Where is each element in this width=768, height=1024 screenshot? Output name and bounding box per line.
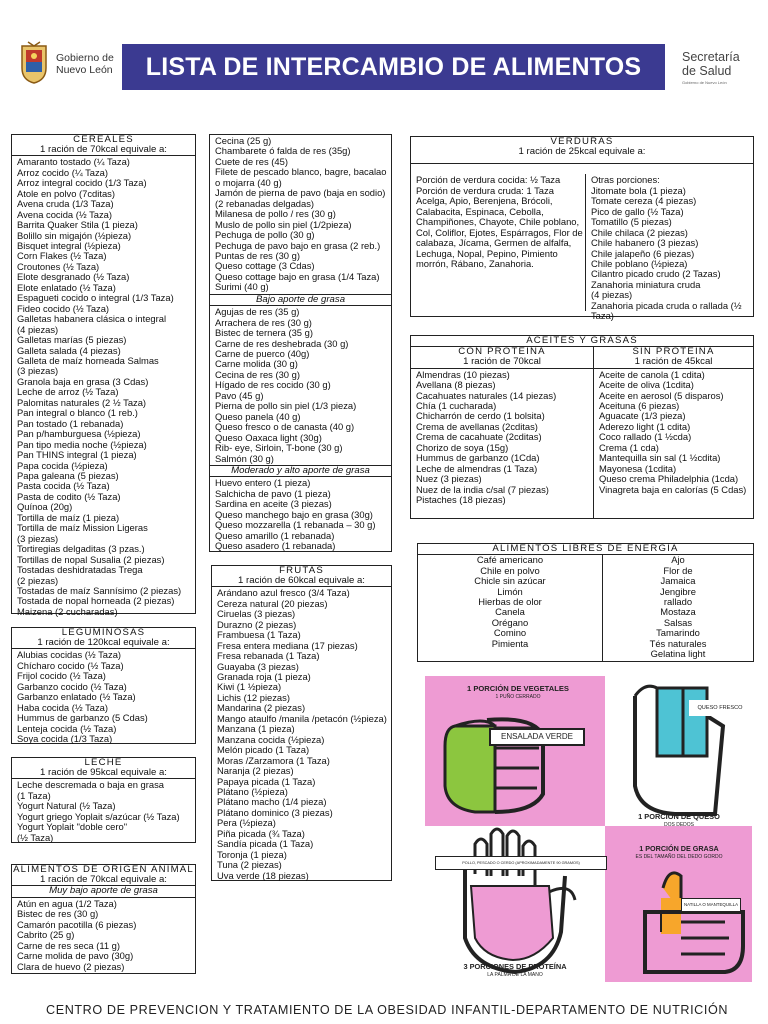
list-item: Naranja (2 piezas): [217, 766, 294, 777]
con-proteina-list: [411, 369, 593, 506]
list-item: Elote desgranado (½ Taza): [17, 272, 130, 283]
list-item: morrón, Rábano, Zanahoria.: [416, 259, 534, 270]
list-item: Crema (1 cda): [599, 442, 659, 453]
list-item: (3 piezas): [17, 366, 59, 377]
list-item: Cacahuates naturales (14 piezas): [416, 390, 557, 401]
hand-portion-illustration: [425, 676, 752, 982]
list-item: Pechuga de pollo (30 g): [215, 230, 315, 241]
government-shield-icon: [18, 40, 50, 84]
list-item: Granada roja (1 pieza): [217, 672, 311, 683]
verduras-header: VERDURAS 1 ración de 25kcal equivale a:: [411, 137, 753, 164]
list-item: Hierbas de olor: [478, 597, 542, 608]
list-item: Bistec de ternera (35 g): [215, 328, 313, 339]
protein-label: POLLO, PESCADO O CERDO (APROXIMADAMENTE 90 GRAMOS): [435, 856, 607, 870]
list-item: Tortilla de maíz Mission Ligeras: [17, 523, 148, 534]
list-item: Cabrito (25 g): [17, 930, 75, 941]
list-item: Carne de puerco (40g): [215, 349, 310, 360]
list-item: Queso amarillo (1 rebanada): [215, 530, 335, 541]
origen-animal-header: ALIMENTOS DE ORIGEN ANIMAL 1 ración de 70kcal equivale a:: [13, 864, 194, 886]
list-item: Pan p/hamburguesa (½pieza): [17, 429, 141, 440]
list-item: Pechuga de pavo bajo en grasa (2 reb.): [215, 240, 381, 251]
list-item: Pimienta: [491, 638, 529, 649]
list-item: Maizena (2 cucharadas): [17, 606, 118, 617]
list-item: Tomate cereza (4 piezas): [591, 196, 697, 207]
veg-label: ENSALADA VERDE: [489, 728, 585, 746]
list-item: (2 rebanadas delgadas): [215, 198, 315, 209]
cereales-header: CEREALES 1 ración de 70kcal equivale a:: [12, 135, 195, 156]
list-item: Calabacita, Espinaca, Cebolla,: [416, 206, 544, 217]
list-item: Pan tipo media noche (½pieza): [17, 439, 147, 450]
list-item: Cuete de res (45): [215, 156, 288, 167]
list-item: Garbanzo cocido (½ Taza): [17, 681, 127, 692]
list-item: Soya cocida (1/3 Taza): [17, 734, 113, 745]
list-item: Tamarindo: [656, 628, 700, 639]
origen-animal-subheader: Muy bajo aporte de grasa: [12, 885, 195, 897]
list-item: Tostadas de maíz Sannísimo (2 piezas): [17, 585, 182, 596]
list-item: Chicle sin azúcar: [474, 576, 546, 587]
list-item: Aceituna (6 piezas): [599, 400, 680, 411]
origen-animal-continued-section: [209, 134, 392, 552]
list-item: (3 piezas): [17, 533, 59, 544]
list-item: Zanahoria miniatura cruda: [591, 279, 701, 290]
list-item: Barrita Quaker Stila (1 pieza): [17, 220, 138, 231]
list-item: Granola baja en grasa (3 Cdas): [17, 376, 149, 387]
list-item: Camarón pacotilla (6 piezas): [17, 919, 137, 930]
list-item: Frambuesa (1 Taza): [217, 630, 301, 641]
sin-proteina-header: SIN PROTEINA 1 ración de 45kcal: [594, 347, 753, 368]
list-item: Mostaza: [660, 607, 696, 618]
list-item: Lenteja cocida (½ Taza): [17, 723, 117, 734]
list-item: Queso fresco o de canasta (40 g): [215, 422, 355, 433]
list-item: Yogurt griego Yoplait s/azúcar (½ Taza): [17, 811, 180, 822]
veg-portion-sub: 1 PUÑO CERRADO: [495, 694, 541, 700]
list-item: Leche descremada o baja en grasa: [17, 780, 164, 791]
libres-list-left: [418, 555, 602, 649]
list-item: Aguacate (1/3 pieza): [599, 411, 686, 422]
list-item: Chile habanero (3 piezas): [591, 238, 699, 249]
list-item: Queso mozzarella (1 rebanada – 30 g): [215, 520, 376, 531]
list-item: Orégano: [491, 617, 529, 628]
list-item: Durazno (2 piezas): [217, 619, 297, 630]
list-item: Leche de almendras (1 Taza): [416, 463, 538, 474]
list-item: Zanahoria picada cruda o rallada (½: [591, 300, 742, 311]
list-item: Avena cruda (1/3 Taza): [17, 199, 114, 210]
list-item: Mayonesa (1cdita): [599, 463, 677, 474]
list-item: Arrachera de res (30 g): [215, 317, 312, 328]
list-item: Puntas de res (30 g): [215, 250, 300, 261]
list-item: Haba cocida (½ Taza): [17, 702, 109, 713]
list-item: Porción de verdura cruda: 1 Taza: [416, 185, 554, 196]
list-item: Nuez de la india c/sal (7 piezas): [416, 484, 549, 495]
list-item: Yogurt Natural (½ Taza): [17, 801, 116, 812]
list-item: Queso asadero (1 rebanada): [215, 541, 336, 552]
list-item: Papa galeana (5 piezas): [17, 471, 119, 481]
list-item: Alubias cocidas (½ Taza): [17, 650, 122, 661]
list-item: Plátano macho (1/4 pieza): [217, 797, 327, 808]
list-item: (½ Taza): [17, 832, 54, 843]
list-item: Surimi (40 g): [215, 282, 269, 293]
list-item: Sardina en aceite (3 piezas): [215, 499, 332, 510]
footer-text: CENTRO DE PREVENCION Y TRATAMIENTO DE LA OBESIDAD INFANTIL-DEPARTAMENTO DE NUTRICIÓN: [46, 1003, 729, 1017]
list-item: Queso cottage (3 Cdas): [215, 261, 315, 272]
list-item: Arroz integral cocido (1/3 Taza): [17, 178, 147, 189]
list-item: Huevo entero (1 pieza): [215, 478, 311, 489]
aceites-header: ACEITES Y GRASAS: [411, 336, 753, 347]
bajo-grasa-list: [210, 306, 391, 464]
list-item: Queso Oaxaca light (30g): [215, 432, 322, 443]
list-item: Yogurt Yoplait "doble cero": [17, 822, 128, 833]
libres-list-right: [603, 555, 753, 660]
list-item: Cecina (25 g): [215, 136, 272, 146]
origen-animal-section: [11, 864, 196, 974]
list-item: Agujas de res (35 g): [215, 307, 300, 318]
fat-portion-sub: ES DEL TAMAÑO DEL DEDO GORDO: [635, 854, 723, 860]
list-item: Jamaica: [660, 576, 696, 587]
list-item: Arroz cocido (¼ Taza): [17, 167, 109, 178]
list-item: Elote enlatado (½ Taza): [17, 282, 116, 293]
list-item: Acelga, Apio, Berenjena, Brócoli,: [416, 196, 553, 207]
list-item: Flor de: [663, 565, 693, 576]
list-item: Moras /Zarzamora (1 Taza): [217, 755, 330, 766]
list-item: Atole en polvo (7cditas): [17, 188, 115, 199]
list-item: Chile jalapeño (6 piezas): [591, 248, 695, 259]
list-item: Papa cocida (½pieza): [17, 460, 108, 471]
list-item: Fresa entera mediana (17 piezas): [217, 640, 358, 651]
list-item: Avellana (8 piezas): [416, 380, 496, 391]
list-item: Pasta de codito (½ Taza): [17, 491, 121, 502]
list-item: Salsas: [663, 617, 693, 628]
list-item: Arándano azul fresco (3/4 Taza): [217, 588, 350, 599]
list-item: Ciruelas (3 piezas): [217, 609, 296, 620]
list-item: Piña picada (¾ Taza): [217, 828, 305, 839]
secretaria-logo-text: Secretaría de Salud: [682, 50, 740, 78]
list-item: Taza): [591, 311, 614, 322]
list-item: Queso crema Philadelphia (1cda): [599, 474, 739, 485]
leguminosas-list: [12, 649, 195, 744]
list-item: Porción de verdura cocida: ½ Taza: [416, 175, 561, 186]
list-item: Col, Coliflor, Ejotes, Espárragos, Flor de: [416, 227, 583, 238]
cheese-portion-sub: DOS DEDOS: [663, 822, 694, 828]
list-item: Galletas habanera clásica o integral: [17, 314, 167, 325]
list-item: Cecina de res (30 g): [215, 369, 300, 380]
page-title: LISTA DE INTERCAMBIO DE ALIMENTOS: [145, 52, 642, 81]
list-item: Avena cocida (½ Taza): [17, 209, 113, 220]
list-item: Salmón (30 g): [215, 453, 274, 464]
list-item: Aceite de canola (1 cdita): [599, 369, 705, 380]
list-item: Bistec de res (30 g): [17, 909, 99, 920]
list-item: Chorizo de soya (15g): [416, 442, 509, 453]
list-item: Ajo: [671, 555, 685, 566]
leche-header: LECHE 1 ración de 95kcal equivale a:: [12, 758, 195, 779]
leche-list: [12, 779, 195, 843]
list-item: Fresa rebanada (1 Taza): [217, 651, 320, 662]
list-item: Crema de cacahuate (2cditas): [416, 432, 542, 443]
moderado-grasa-subheader: Moderado y alto aporte de grasa: [210, 465, 391, 477]
list-item: Mango ataulfo /manila /petacón (½pieza): [217, 713, 387, 724]
frutas-header: FRUTAS 1 ración de 60kcal equivale a:: [212, 566, 391, 587]
list-item: Carne molida (30 g): [215, 359, 298, 370]
list-item: Cilantro picado crudo (2 Tazas): [591, 269, 721, 280]
list-item: Chile en polvo: [480, 565, 540, 576]
list-item: Fideo cocido (½ Taza): [17, 303, 110, 314]
list-item: Pan THINS integral (1 pieza): [17, 450, 137, 461]
cheese-portion-title: 1 PORCIÓN DE QUESO: [638, 812, 720, 821]
list-item: Queso manchego bajo en grasa (30g): [215, 509, 373, 520]
list-item: Rib- eye, Sirloin, T-bone (30 g): [215, 443, 343, 454]
list-item: Clara de huevo (2 piezas): [17, 961, 125, 972]
origen-animal-list: [12, 898, 195, 972]
list-item: Jitomate bola (1 pieza): [591, 185, 686, 196]
frutas-list: [212, 587, 391, 881]
list-item: Pico de gallo (½ Taza): [591, 206, 684, 217]
list-item: Kiwi (1 ½pieza): [217, 682, 282, 693]
list-item: Limón: [497, 586, 523, 597]
list-item: Otras porciones:: [591, 175, 660, 186]
list-item: Bolillo sin migajón (½pieza): [17, 230, 132, 241]
list-item: Queso panela (40 g): [215, 411, 301, 422]
leguminosas-header: LEGUMINOSAS 1 ración de 120kcal equivale a:: [12, 628, 195, 649]
list-item: Corn Flakes (½ Taza): [17, 251, 107, 262]
verduras-section: [410, 136, 754, 322]
list-item: Carne molida de pavo (30g): [17, 951, 134, 962]
list-item: Tortilla de maíz (1 pieza): [17, 512, 120, 523]
list-item: Aderezo light (1 cdita): [599, 421, 691, 432]
muy-bajo-grasa-list: [210, 135, 391, 293]
list-item: Jengibre: [660, 586, 696, 597]
list-item: Pera (½pieza): [217, 818, 276, 829]
list-item: Amaranto tostado (¼ Taza): [17, 157, 130, 168]
list-item: Tomatillo (5 piezas): [591, 217, 672, 228]
list-item: o mojarra (40 g): [215, 177, 282, 188]
list-item: Chía (1 cucharada): [416, 400, 497, 411]
list-item: Atún en agua (1/2 Taza): [17, 898, 117, 909]
secretaria-subtext: Gobierno de Nuevo León: [682, 80, 727, 85]
list-item: Chicharrón de cerdo (1 bolsita): [416, 411, 545, 422]
list-item: Pierna de pollo sin piel (1/3 pieza): [215, 401, 357, 412]
list-item: Comino: [493, 628, 527, 639]
list-item: Bisquet integral (½pieza): [17, 241, 121, 252]
list-item: Tostada de nopal horneada (2 piezas): [17, 596, 175, 607]
list-item: Chícharo cocido (½ Taza): [17, 660, 124, 671]
list-item: Jamón de pierna de pavo (baja en sodio): [215, 188, 386, 199]
hand-portion-graphic: [425, 676, 752, 982]
cereales-section: [11, 134, 196, 617]
fat-portion-title: 1 PORCIÓN DE GRASA: [639, 844, 719, 853]
list-item: Croutones (½ Taza): [17, 261, 100, 272]
bajo-grasa-subheader: Bajo aporte de grasa: [210, 294, 391, 306]
list-item: Tortiregias delgaditas (3 pzas.): [17, 544, 145, 555]
protein-portion-title: 3 PORCIONES DE PROTEÍNA: [463, 962, 567, 971]
list-item: Uva verde (18 piezas): [217, 870, 309, 881]
list-item: Chile poblano (½pieza): [591, 259, 688, 270]
list-item: Aceite en aerosol (5 disparos): [599, 390, 724, 401]
list-item: rallado: [663, 597, 693, 608]
list-item: Champiñones, Chayote, Chile poblano,: [416, 217, 580, 228]
list-item: Pasta cocida (½ Taza): [17, 481, 110, 492]
list-item: Palomitas naturales (2 ½ Taza): [17, 397, 147, 408]
list-item: Plátano (½pieza): [217, 787, 288, 798]
list-item: Papaya picada (1 Taza): [217, 776, 316, 787]
list-item: Tuna (2 piezas): [217, 860, 282, 871]
list-item: Almendras (10 piezas): [416, 369, 510, 380]
list-item: Pistaches (18 piezas): [416, 495, 506, 506]
leche-section: [11, 757, 196, 843]
list-item: Café americano: [476, 555, 544, 566]
list-item: Tortillas de nopal Susalia (2 piezas): [17, 554, 165, 565]
moderado-grasa-list: [210, 477, 391, 551]
cereales-list: [12, 156, 195, 617]
list-item: Melón picado (1 Taza): [217, 745, 310, 756]
list-item: (4 piezas): [17, 324, 59, 335]
list-item: Tostadas deshidratadas Trega: [17, 565, 143, 576]
list-item: Carne de res deshebrada (30 g): [215, 338, 349, 349]
list-item: Tés naturales: [649, 638, 707, 649]
list-item: Garbanzo enlatado (½ Taza): [17, 692, 136, 703]
verduras-list-right: [586, 174, 753, 321]
list-item: Frijol cocido (½ Taza): [17, 671, 106, 682]
list-item: (1 Taza): [17, 790, 51, 801]
list-item: Hummus de garbanzo (5 Cdas): [17, 713, 148, 724]
list-item: Sandía picada (1 Taza): [217, 839, 314, 850]
list-item: Filete de pescado blanco, bagre, bacalao: [215, 167, 387, 178]
fat-label: NATILLA O MANTEQUILLA: [681, 898, 741, 912]
list-item: Galletas marías (5 piezas): [17, 335, 127, 346]
list-item: Espagueti cocido o integral (1/3 Taza): [17, 293, 174, 304]
list-item: Muslo de pollo sin piel (1/2pieza): [215, 219, 352, 230]
list-item: Galleta de maíz horneada Salmas: [17, 356, 159, 367]
list-item: Mantequilla sin sal (1 ½cdita): [599, 453, 721, 464]
list-item: Pavo (45 g): [215, 390, 264, 401]
list-item: Guayaba (3 piezas): [217, 661, 299, 672]
protein-portion-sub: LA PALMA DE LA MANO: [487, 972, 543, 978]
title-banner: [122, 44, 665, 90]
verduras-list-left: [411, 174, 585, 269]
list-item: Queso cottage bajo en grasa (1/4 Taza): [215, 271, 380, 282]
cheese-label: QUESO FRESCO: [689, 700, 751, 716]
list-item: Nuez (3 piezas): [416, 474, 482, 485]
list-item: Lichis (12 piezas): [217, 692, 290, 703]
list-item: Vinagreta baja en calorías (5 Cdas): [599, 484, 747, 495]
list-item: Galleta salada (4 piezas): [17, 345, 121, 356]
con-proteina-header: CON PROTEINA 1 ración de 70kcal: [411, 347, 593, 368]
list-item: Quínoa (20g): [17, 502, 73, 513]
list-item: Gelatina light: [650, 649, 706, 660]
list-item: Chambarete ó falda de res (35g): [215, 146, 351, 157]
frutas-section: [211, 565, 392, 881]
list-item: Manzana cocida (½pieza): [217, 734, 325, 745]
list-item: Aceite de oliva (1cdita): [599, 380, 694, 391]
sin-proteina-list: [594, 369, 753, 495]
list-item: Cereza natural (20 piezas): [217, 598, 328, 609]
list-item: Carne de res seca (11 g): [17, 940, 121, 951]
list-item: (4 piezas): [591, 290, 633, 301]
list-item: Mandarina (2 piezas): [217, 703, 306, 714]
list-item: Canela: [495, 607, 525, 618]
list-item: Crema de avellanas (2cditas): [416, 421, 538, 432]
libres-section: [417, 543, 754, 662]
list-item: Pan tostado (1 rebanada): [17, 418, 124, 429]
aceites-section: [410, 335, 754, 519]
government-logo-text: Gobierno de Nuevo León: [56, 52, 114, 76]
list-item: Hígado de res cocido (30 g): [215, 380, 331, 391]
list-item: Pan integral o blanco (1 reb.): [17, 408, 138, 419]
veg-portion-title: 1 PORCIÓN DE VEGETALES: [467, 684, 569, 693]
leguminosas-section: [11, 627, 196, 744]
list-item: Chile chilaca (2 piezas): [591, 227, 688, 238]
list-item: (2 piezas): [17, 575, 59, 586]
list-item: Manzana (1 pieza): [217, 724, 295, 735]
list-item: Lechuga, Nopal, Pepino, Pimiento: [416, 248, 558, 259]
list-item: Plátano dominico (3 piezas): [217, 807, 333, 818]
list-item: Coco rallado (1 ½cda): [599, 432, 692, 443]
list-item: Salchicha de pavo (1 pieza): [215, 488, 331, 499]
libres-header: ALIMENTOS LIBRES DE ENERGÍA: [418, 544, 753, 555]
list-item: Leche de arroz (½ Taza): [17, 387, 119, 398]
list-item: Milanesa de pollo / res (30 g): [215, 209, 336, 220]
list-item: calabaza, Jícama, Germen de alfalfa,: [416, 238, 572, 249]
list-item: Toronja (1 pieza): [217, 849, 287, 860]
list-item: Hummus de garbanzo (1Cda): [416, 453, 540, 464]
